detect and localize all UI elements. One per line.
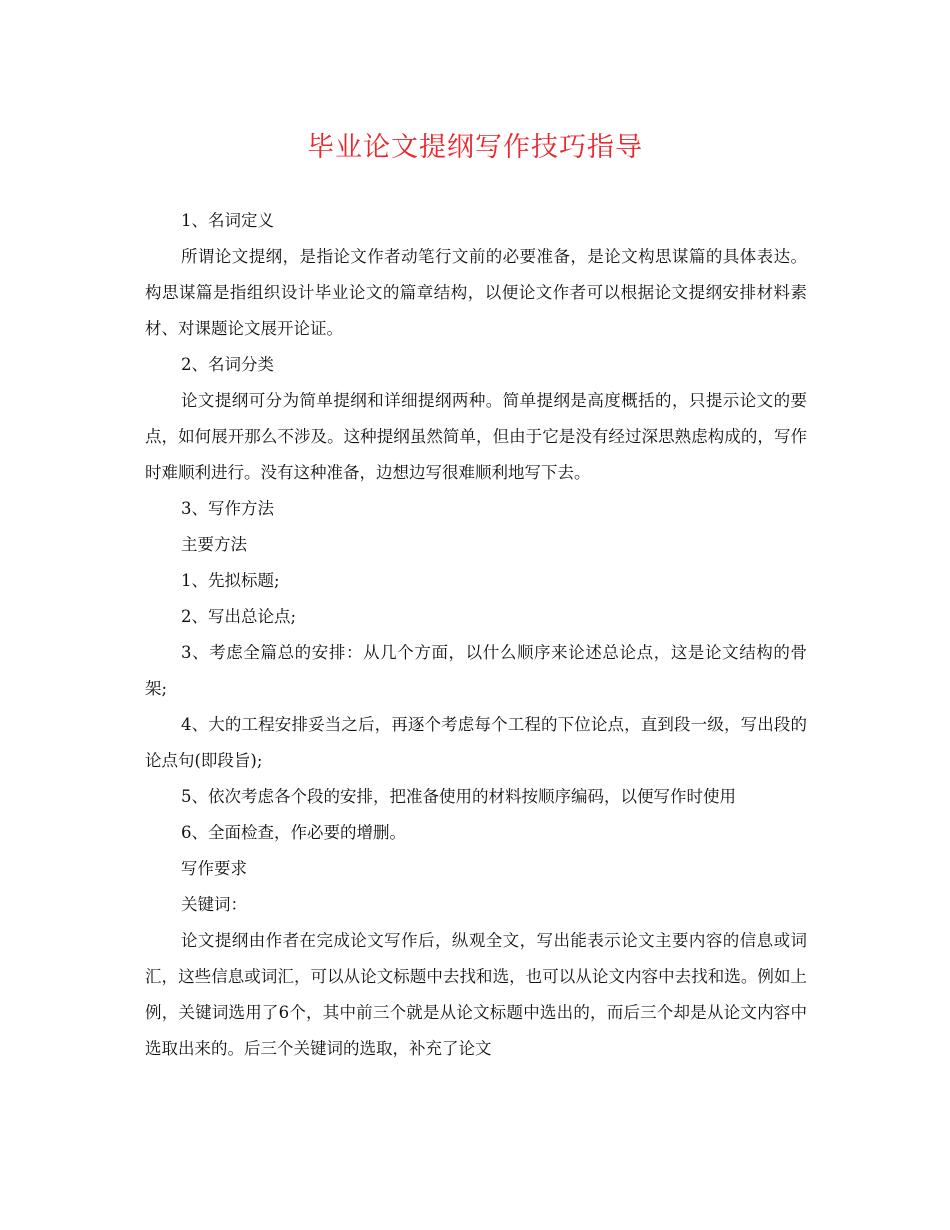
list-item-step-2: 2、写出总论点;	[181, 607, 297, 626]
paragraph-definition: 所谓论文提纲，是指论文作者动笔行文前的必要准备，是论文构思谋篇的具体表达。构思谋篇是指组织设计毕业论文的篇章结构，以便论文作者可以根据论文提纲安排材料素材、对课题论文展开论证。	[145, 247, 807, 338]
list-item-step-4: 4、大的工程安排妥当之后，再逐个考虑每个工程的下位论点，直到段一级，写出段的论点句(即段旨);	[145, 715, 807, 770]
list-item-step-1: 1、先拟标题;	[181, 571, 280, 590]
subheading-keywords: 关键词：	[181, 895, 247, 914]
paragraph-classification: 论文提纲可分为简单提纲和详细提纲两种。简单提纲是高度概括的，只提示论文的要点，如何展开那么不涉及。这种提纲虽然简单，但由于它是没有经过深思熟虑构成的，写作时难顺利进行。没有这种准备，边想边写很难顺利地写下去。	[145, 391, 807, 482]
document-body	[145, 203, 807, 1067]
section-heading-definition: 1、名词定义	[181, 211, 274, 230]
section-heading-classification: 2、名词分类	[181, 355, 274, 374]
document-title: 毕业论文提纲写作技巧指导	[307, 132, 643, 163]
list-item-step-3: 3、考虑全篇总的安排：从几个方面，以什么顺序来论述总论点，这是论文结构的骨架;	[145, 643, 807, 698]
section-heading-method: 3、写作方法	[181, 499, 274, 518]
paragraph-keywords: 论文提纲由作者在完成论文写作后，纵观全文，写出能表示论文主要内容的信息或词汇，这些信息或词汇，可以从论文标题中去找和选，也可以从论文内容中去找和选。例如上例，关键词选用了6个，其中前三个就是从论文标题中选出的，而后三个却是从论文内容中选取出来的。后三个关键词的选取，补充了论文	[145, 931, 807, 1058]
subheading-requirements: 写作要求	[181, 859, 247, 878]
list-item-step-5: 5、依次考虑各个段的安排，把准备使用的材料按顺序编码，以便写作时使用	[181, 787, 736, 806]
list-item-step-6: 6、全面检查，作必要的增删。	[181, 823, 406, 842]
subheading-main-method: 主要方法	[181, 535, 247, 554]
